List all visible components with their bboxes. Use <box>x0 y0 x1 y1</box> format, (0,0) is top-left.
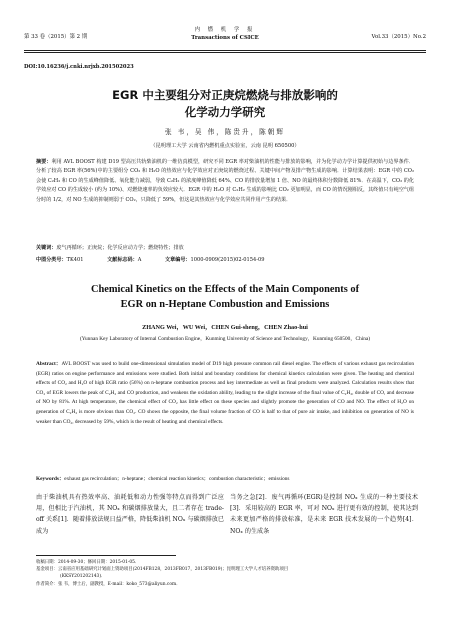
en-keywords <box>36 475 414 485</box>
journal-name-cn: 内 燃 机 学 报 <box>194 27 256 33</box>
cn-affiliation: （昆明理工大学 云南省内燃机重点实验室，云南 昆明 650500） <box>150 143 300 149</box>
footnote-rule <box>36 555 176 556</box>
footnote-funding-cont: (KKSY201202143)． <box>60 574 106 580</box>
en-title-line-1: Chemical Kinetics on the Effects of the Main Components of <box>90 284 360 295</box>
class-number-value: TK401 <box>66 257 84 263</box>
en-title <box>24 282 426 312</box>
en-abstract <box>36 360 414 427</box>
cn-keywords-label: 关键词： <box>36 245 57 251</box>
cn-abstract <box>36 158 414 205</box>
cn-classification <box>36 256 414 263</box>
article-number-value: 1000-0909(2015)02-0154-09 <box>190 257 265 263</box>
en-keywords-label: Keywords： <box>36 476 65 482</box>
en-abstract-label: Abstract： <box>36 361 62 367</box>
cn-keywords <box>36 244 414 251</box>
journal-name <box>24 27 426 42</box>
cn-abstract-text: 利用 AVL BOOST 构建 D19 型高压共轨柴油机的一维仿真模型，研究不同 EGR 率对柴油机的性能与排放的影响，并为化学动力学计算提供初始与边界条件．分析了较高 EGR 率(56%)中的主要组分 CO₂ 和 H₂O 的热效应与化学效应对正庚烷的燃烧过程、关键中间产物及排产物生成的影响．计算结果表明：EGR 中的 CO₂ 会使 C₂H₂ 和 CO 的生成峰值降低、氧化能力减弱，导致 C₂H₂ 的浓度峰值降低 64%、CO 的排放量增加 1 倍、NO 的最终体积分数降低 81%．在高温下，CO₂ 的化学效应对 CO 的生成较小 (约为 10%)、对燃烧速率的负效应较大．EGR 中的 H₂O 对 C₂H₂ 生成的影响比 CO₂ 更加明显，而 CO 的情况刚相反，其终值只有纯空气组分时的 1/2，对 NO 生成的抑制则弱于 CO₂，只降低了 59%，但这是其热效应与化学效应共同作用产生的结果． <box>36 159 414 203</box>
header-rule <box>24 50 426 51</box>
running-head <box>24 24 426 48</box>
cn-keywords-text: 废气再循环；正庚烷；化学反应动力学；燃烧特性；排放 <box>56 245 184 251</box>
body-column-left: 由于柴油机具有热效率高、油耗低和动力性强等特点而得到广泛应用，但相比于汽油机，其 NOₓ 和碳烟排放量大，且二者存在 trade-off 关系[1]．随着排放法规日益严格，降低柴油机 NOₓ 与碳烟排放已成为 <box>36 494 224 535</box>
footnote-author: 作者简介：张 韦，博士后，副教授，E-mail：koko_573@aliyun.com． <box>36 581 181 587</box>
en-title-line-2: EGR on n-Heptane Combustion and Emissions <box>120 299 330 310</box>
en-abstract-text: AVL BOOST was used to build one-dimensional simulation model of D19 high pressure common rail diesel engine. The effects of various exhaust gas recirculation (EGR) ratios on engine performance and emissions were studied. Both initial and boundary conditions for chemical kinetics calculation were given. The heating and chemical effects of CO₂ and H₂O of high EGR ratio (56%) on n-heptane combustion process and key intermediate as well as final products were analyzed. Calculation results show that CO₂ of EGR lowers the peak of C₂H₂ and CO production, and weakens the oxidation ability, leading to the slight increase of the final value of C₂H₂, double of CO, and decrease of NO by 81%. At high temperature, the chemical effect of CO₂ has little effect on these species and slightly promote the generation of CO and NO. The effect of H₂O on generation of C₂H₂ is more obvious than CO₂. CO shows the opposite, the final volume fraction of CO is half to that of pure air intake, and inhibition on generation of NO is weaker than CO₂, decreased by 59%, which is the result of heating and chemical effects. <box>36 361 414 425</box>
footnote-funding: 基金项目：云南省应用基础研究计划面上资助项目(2014FB128，2013FB017，2013FB019)；昆明理工大学人才培养资助项目 <box>36 567 289 573</box>
body-column-right: 当务之急[2]．废气再循环(EGR)是控制 NOₓ 生成的一种主要技术[3]．采用较高的 EGR 率，可对 NOₓ 进行更有效的控制，使其达到未来更加严格的排放标准，是未来 EGR 技术发展的一个趋势[4]．NOₓ 的生成条 <box>230 494 418 535</box>
doc-code-value: A <box>137 257 142 263</box>
cn-authors: 张 韦，吴 伟，陈贵升，陈朝辉 <box>165 128 285 136</box>
article-number-label: 文章编号： <box>165 257 191 263</box>
cn-title <box>24 87 426 121</box>
cn-title-line-1: EGR 中主要组分对正庚烷燃烧与排放影响的 <box>112 88 338 102</box>
journal-name-en: Transactions of CSICE <box>191 34 259 41</box>
class-number-label: 中图分类号： <box>36 257 67 263</box>
issue-label-en: Vol.33（2015）No.2 <box>371 34 426 40</box>
issue-label-cn: 第 33 卷（2015）第 2 期 <box>24 34 88 40</box>
doc-code-label: 文献标志码： <box>107 257 138 263</box>
en-affiliation: (Yunnan Key Laboratory of Internal Combustion Engine，Kunming University of Science and Technology，Kunming 650500，China) <box>80 336 370 342</box>
cn-abstract-label: 摘要： <box>36 159 52 165</box>
doi: DOI:10.16236/j.cnki.nrjxb.201502023 <box>24 64 134 70</box>
en-authors: ZHANG Wei，WU Wei，CHEN Gui-sheng，CHEN Zhao-hui <box>142 324 308 331</box>
footnote-received: 收稿日期：2014-09-30；修回日期：2015-01-05． <box>36 560 140 565</box>
footnotes <box>36 559 414 588</box>
header-rule-thin <box>24 52 426 53</box>
cn-title-line-2: 化学动力学研究 <box>184 105 266 119</box>
en-keywords-text: exhaust gas recirculation；n-heptane；chemical reaction kinetics；combustion characteristic；emissions <box>64 476 290 482</box>
